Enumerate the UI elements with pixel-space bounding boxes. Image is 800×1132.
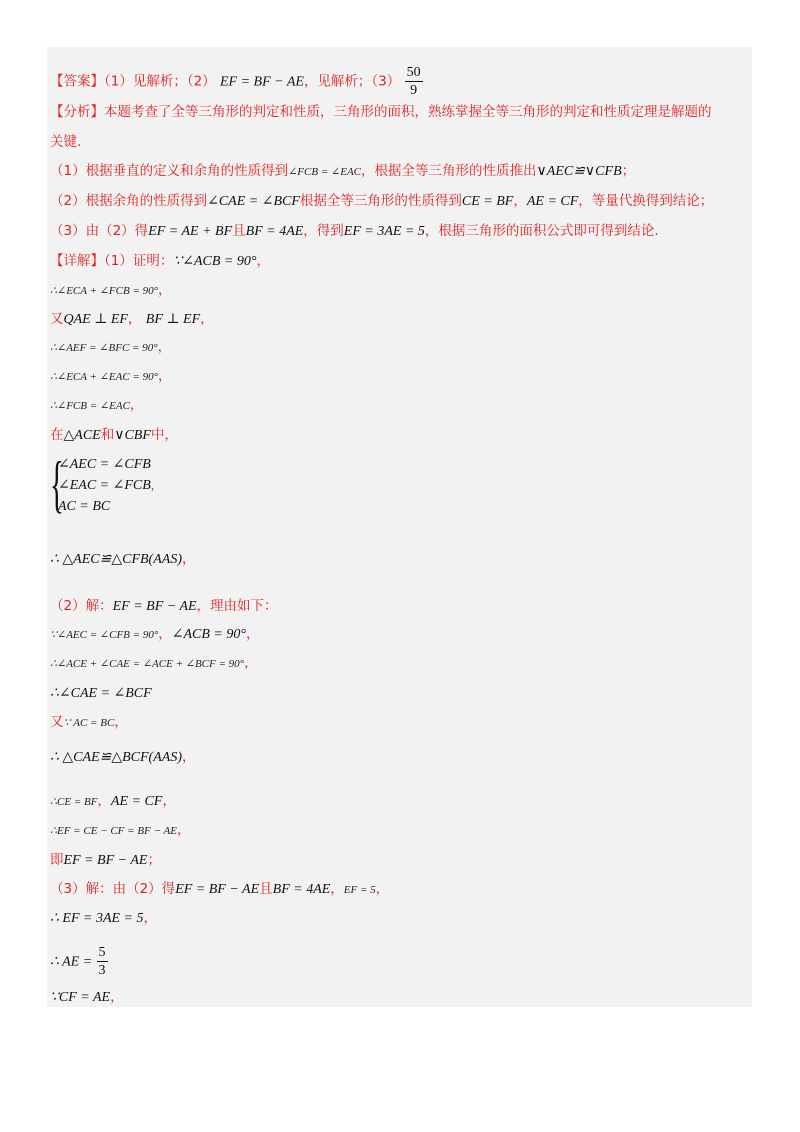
part-2-line-4: 又∵ AC = BC，	[50, 714, 128, 730]
system-eq-2: ∠EAC = ∠FCB，	[58, 478, 162, 493]
step-1: （1）根据垂直的定义和余角的性质得到∠FCB = ∠EAC，根据全等三角形的性质推出∨AEC≌∨CFB；	[50, 163, 636, 179]
step-2: （2）根据余角的性质得到∠CAE = ∠BCF根据全等三角形的性质得到CE = BF，AE = CF，等量代换得到结论；	[50, 193, 714, 209]
part-2-line-8: 即EF = BF − AE；	[50, 852, 161, 868]
part-3-heading: （3）解：由（2）得EF = BF − AE且BF = 4AE，EF = 5，	[50, 881, 390, 897]
part-2-line-6: ∴CE = BF，AE = CF，	[50, 793, 176, 809]
step-3: （3）由（2）得EF = AE + BF且BF = 4AE，得到EF = 3AE = 5，根据三角形的面积公式即可得到结论.	[50, 223, 659, 239]
part-3-line-2: ∴ AE = $\frac{5}{3}$	[50, 945, 106, 978]
system-eq-3: AC = BC	[58, 499, 111, 514]
analysis-line-2: 关键.	[50, 134, 82, 150]
part-2-line-1: ∵∠AEC = ∠CFB = 90°，∠ACB = 90°，	[50, 626, 260, 642]
system-brace: {	[50, 448, 64, 519]
system-eq-1: ∠AEC = ∠CFB	[58, 457, 151, 472]
proof-line-4: ∴∠ECA + ∠EAC = 90°，	[50, 368, 172, 384]
part-2-line-2: ∴∠ACE + ∠CAE = ∠ACE + ∠BCF = 90°，	[50, 655, 258, 671]
answer-tag: 【答案】	[50, 73, 104, 90]
detail-tag: 【详解】（1）证明：	[50, 253, 174, 269]
proof-line-5: ∴∠FCB = ∠EAC，	[50, 397, 144, 413]
proof-line-6: 在△ACE和∨CBF中，	[50, 427, 178, 443]
proof-line-2: 又QAE ⊥ EF， BF ⊥ EF，	[50, 311, 214, 327]
part-2-line-3: ∴∠CAE = ∠BCF	[50, 686, 152, 701]
answer-fraction: $\frac{50}{9}$	[406, 65, 421, 98]
part-2-heading: （2）解：EF = BF − AE，理由如下：	[50, 598, 278, 614]
answer-formula: EF = BF − AE	[219, 74, 304, 90]
proof-line-3: ∴∠AEF = ∠BFC = 90°，	[50, 339, 172, 355]
proof-conclusion-1: ∴ △AEC≌△CFB(AAS)，	[50, 551, 196, 567]
part-3-line-1: ∴ EF = 3AE = 5，	[50, 910, 158, 926]
part-3-line-3: ∵CF = AE，	[50, 989, 124, 1005]
answer-line: 【答案】（1）见解析；（2） EF = BF − AE，见解析；（3） $\frac{50}{9}$	[50, 65, 421, 98]
part-2-line-7: ∴EF = CE − CF = BF − AE，	[50, 822, 191, 838]
proof-line-1: ∴∠ECA + ∠FCB = 90°，	[50, 282, 172, 298]
detail-heading: 【详解】（1）证明：∵∠ACB = 90°，	[50, 253, 270, 269]
part-2-line-5: ∴ △CAE≌△BCF(AAS)，	[50, 749, 196, 765]
analysis-line-1: 【分析】本题考查了全等三角形的判定和性质，三角形的面积，熟练掌握全等三角形的判定和性质定理是解题的	[50, 104, 712, 120]
ae-fraction: $\frac{5}{3}$	[98, 945, 106, 978]
